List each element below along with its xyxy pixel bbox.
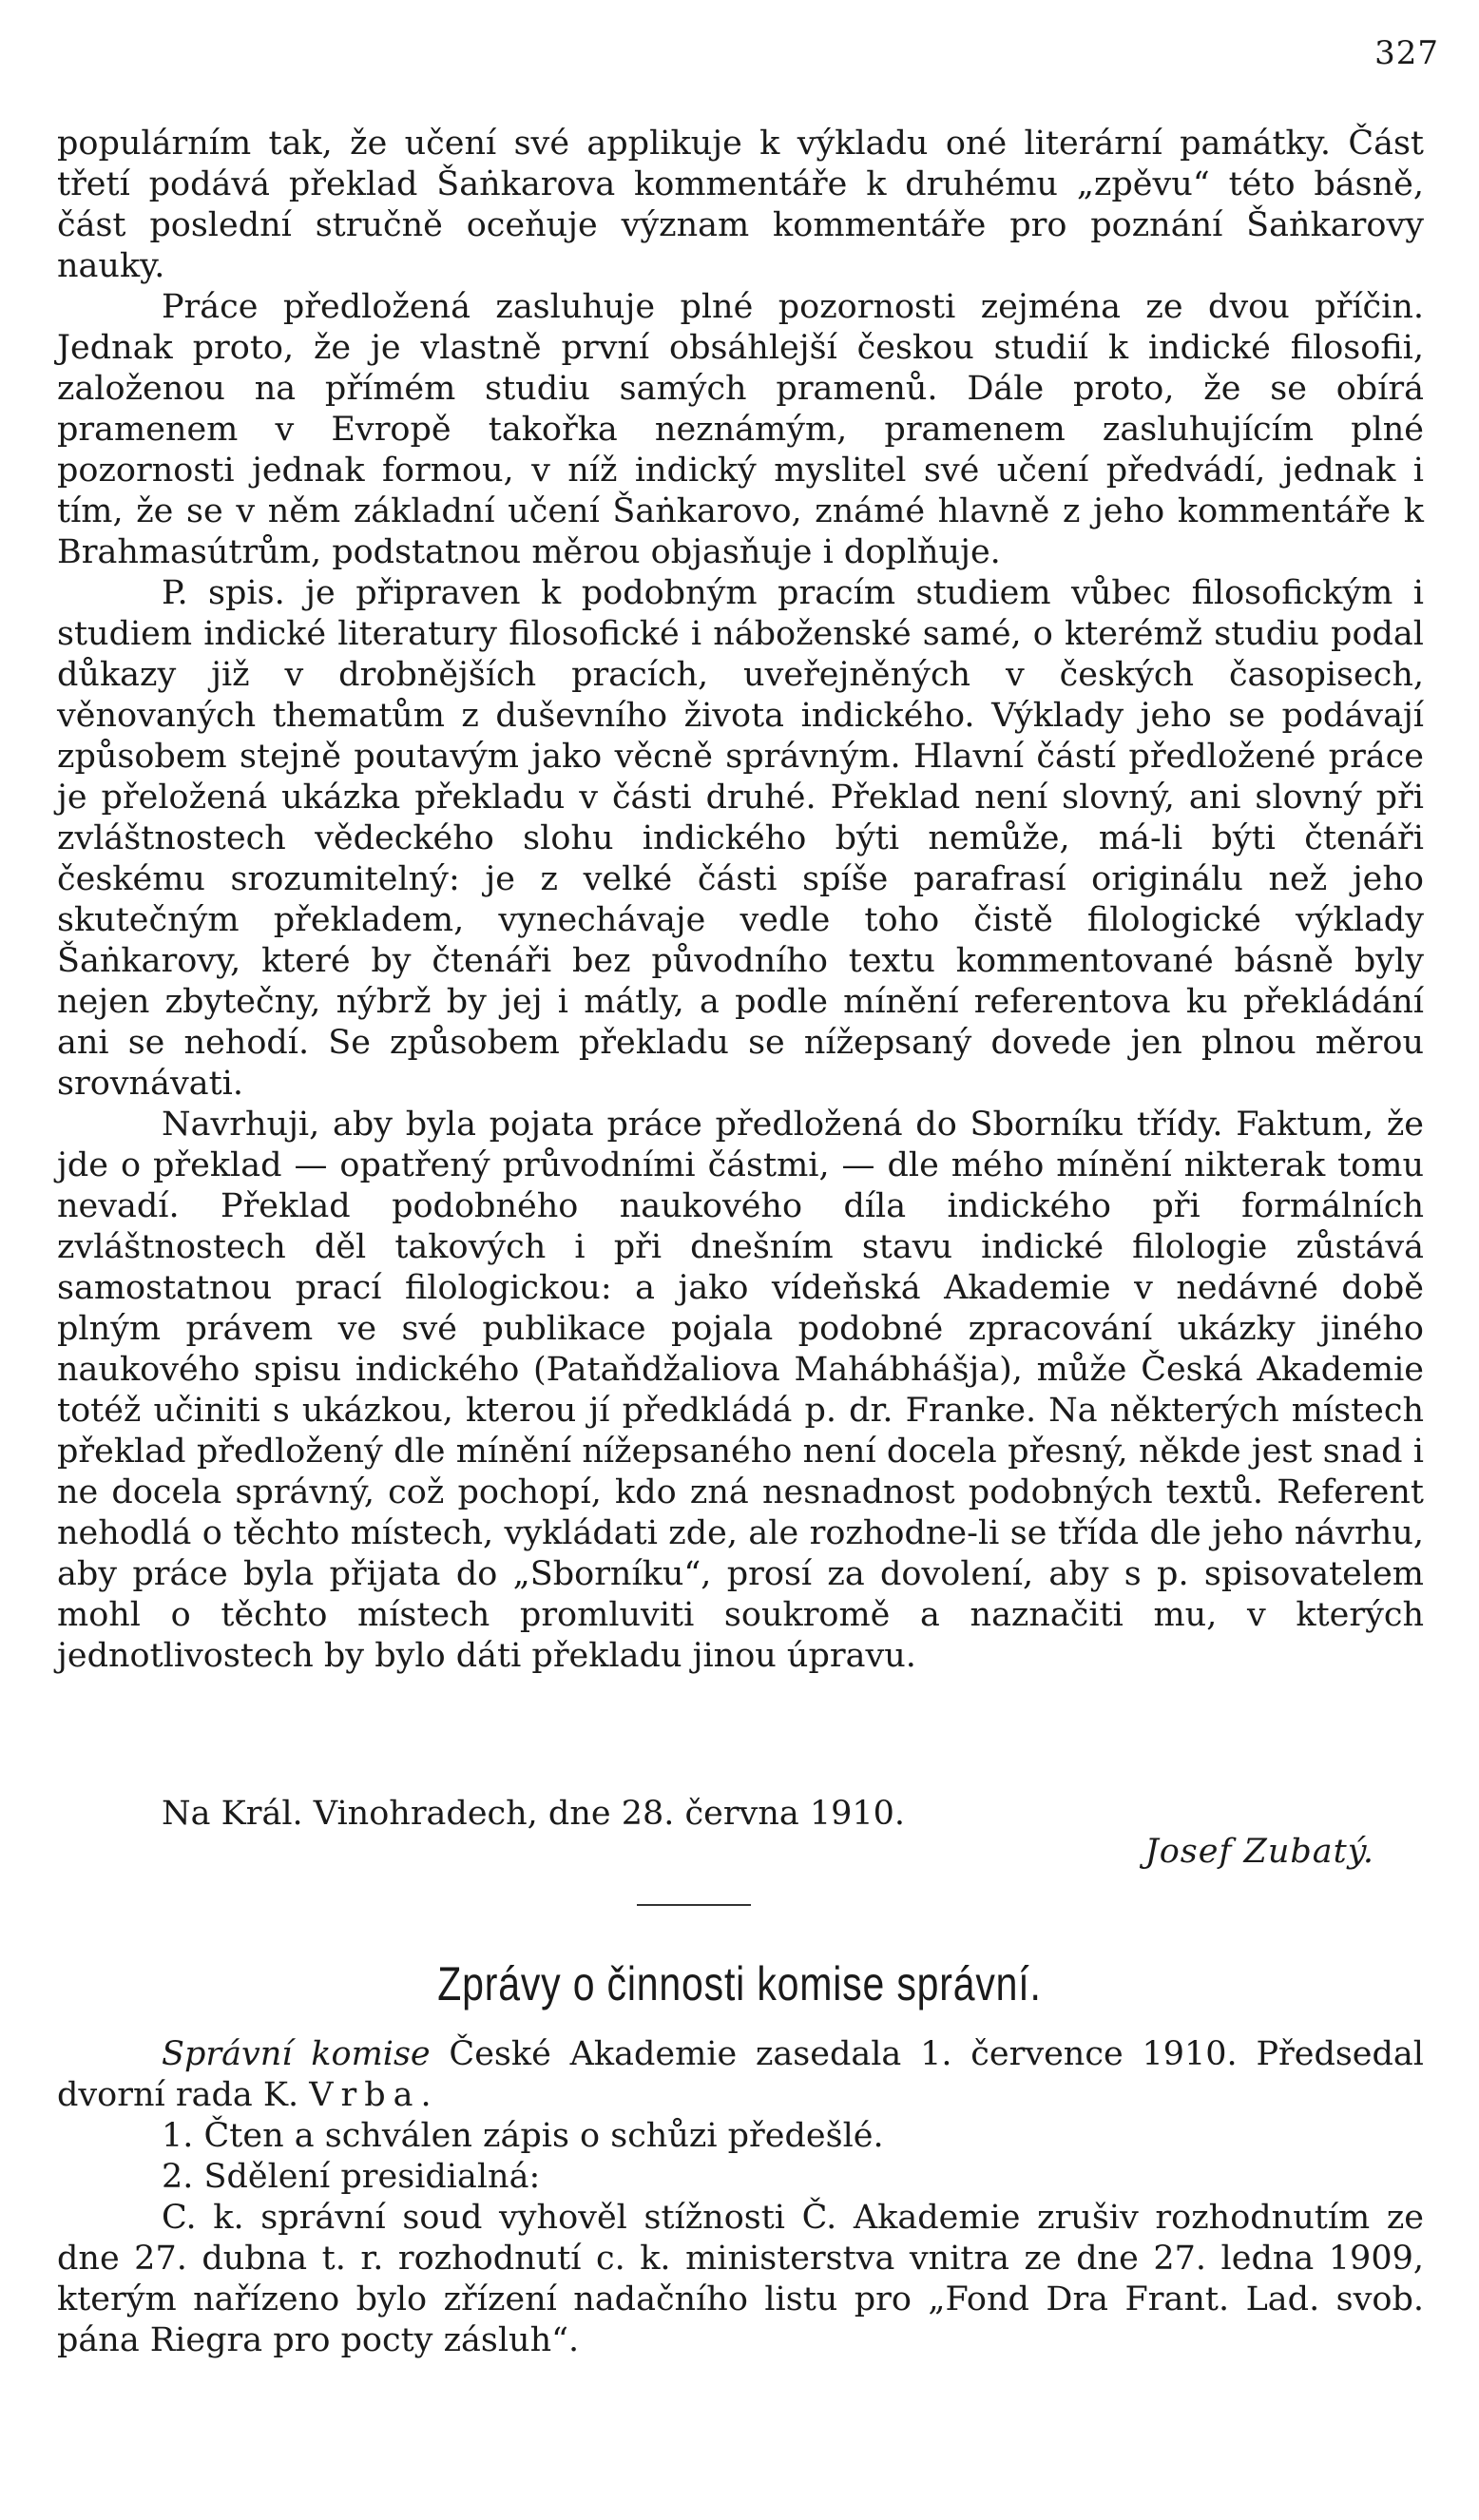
section-title: Zprávy o činnosti komise správní. (437, 1957, 1042, 2010)
review-date-line: Na Král. Vinohradech, dne 28. června 1910. (162, 1795, 906, 1833)
review-paragraph-4: Navrhuji, aby byla pojata práce předložená do Sborníku třídy. Faktum, že jde o překlad — opatřený průvodními částmi, — dle mého mínění nikterak tomu nevadí. Překlad podobného naukového díla indického při formálních zvláštnostech děl takových i při dnešním stavu indické filologie zůstává samostatnou prací filologickou: a jako vídeňská Akademie v nedávné době plným právem ve své publikace pojala podobné zpracování ukázky jiného naukového spisu indického (Pataňdžaliova Mahábhášja), může Česká Akademie totéž učiniti s ukázkou, kterou jí předkládá p. dr. Franke. Na některých místech překlad předložený dle mínění nížepsaného není docela přesný, někde jest snad i ne docela správný, což pochopí, kdo zná nesnadnost podobných textů. Referent nehodlá o těchto místech, vykládati zde, ale rozhodne-li se třída dle jeho návrhu, aby práce byla přijata do „Sborníku“, prosí za dovolení, aby s p. spisovatelem mohl o těchto místech promluviti soukromě a naznačiti mu, v kterých jednotlivostech by bylo dáti překladu jinou úpravu. (57, 1106, 1424, 1675)
commission-intro-end: . (420, 2076, 432, 2114)
commission-report (57, 2034, 1424, 2361)
review-paragraph-3: P. spis. je připraven k podobným pracím studiem vůbec filosofickým i studiem indické literatury filosofické i náboženské samé, o kterémž studiu podal důkazy již v drobnějších pracích, uveřejněných v českých časopisech, věnovaných thematům z duševního života indického. Výklady jeho se podávají způsobem stejně poutavým jako věcně správným. Hlavní částí předložené práce je přeložená ukázka překladu v části druhé. Překlad není slovný, ani slovný při zvláštnostech vědeckého slohu indického býti nemůže, má-li býti čtenáři českému srozumitelný: je z velké části spíše parafrasí originálu než jeho skutečným překladem, vynechávaje vedle toho čistě filologické výklady Šaṅkarovy, které by čtenáři bez původního textu kommentované básně byly nejen zbytečny, nýbrž by jej i mátly, a podle mínění referentova ku překládání ani se nehodí. Se způsobem překladu se nížepsaný dovede jen plnou měrou srovnávati. (57, 574, 1424, 1103)
commission-closing-paragraph: C. k. správní soud vyhověl stížnosti Č. Akademie zrušiv rozhodnutím ze dne 27. dubna t. r. rozhodnutí c. k. ministerstva vnitra ze dne 27. ledna 1909, kterým nařízeno bylo zřízení nadačního listu pro „Fond Dra Frant. Lad. svob. pána Riegra pro pocty zásluh“. (57, 2199, 1424, 2359)
review-paragraph-1: populárním tak, že učení své applikuje k výkladu oné literární památky. Část třetí podává překlad Šaṅkarova kommentáře k druhému „zpěvu“ této básně, část poslední stručně oceňuje význam kommentáře pro poznání Šaṅkarovy nauky. (57, 125, 1424, 285)
commission-intro-text: České Akademie zasedala 1. července 1910. Předsedal dvorní rada K. (57, 2035, 1424, 2114)
page-number: 327 (1374, 34, 1439, 72)
commission-chair-name: Vrba (309, 2076, 421, 2114)
commission-item-1: 1. Čten a schválen zápis o schůzi předešlé. (162, 2117, 884, 2155)
commission-intro (57, 2034, 1424, 2116)
commission-intro-italic: Správní komise (162, 2035, 431, 2073)
commission-item-2: 2. Sdělení presidialná: (162, 2158, 541, 2196)
review-signature: Josef Zubatý. (1144, 1833, 1374, 1871)
review-text (57, 124, 1424, 1677)
review-paragraph-2: Práce předložená zasluhuje plné pozornosti zejména ze dvou příčin. Jednak proto, že je vlastně první obsáhlejší českou studií k indické filosofii, založenou na přímém studiu samých pramenů. Dále proto, že se obírá pramenem v Evropě takořka neznámým, pramenem zasluhujícím plné pozornosti jednak formou, v níž indický myslitel své učení předvádí, jednak i tím, že se v něm základní učení Šaṅkarovo, známé hlavně z jeho kommentáře k Brahmasútrům, podstatnou měrou objasňuje i doplňuje. (57, 288, 1424, 571)
section-divider (637, 1904, 751, 1906)
